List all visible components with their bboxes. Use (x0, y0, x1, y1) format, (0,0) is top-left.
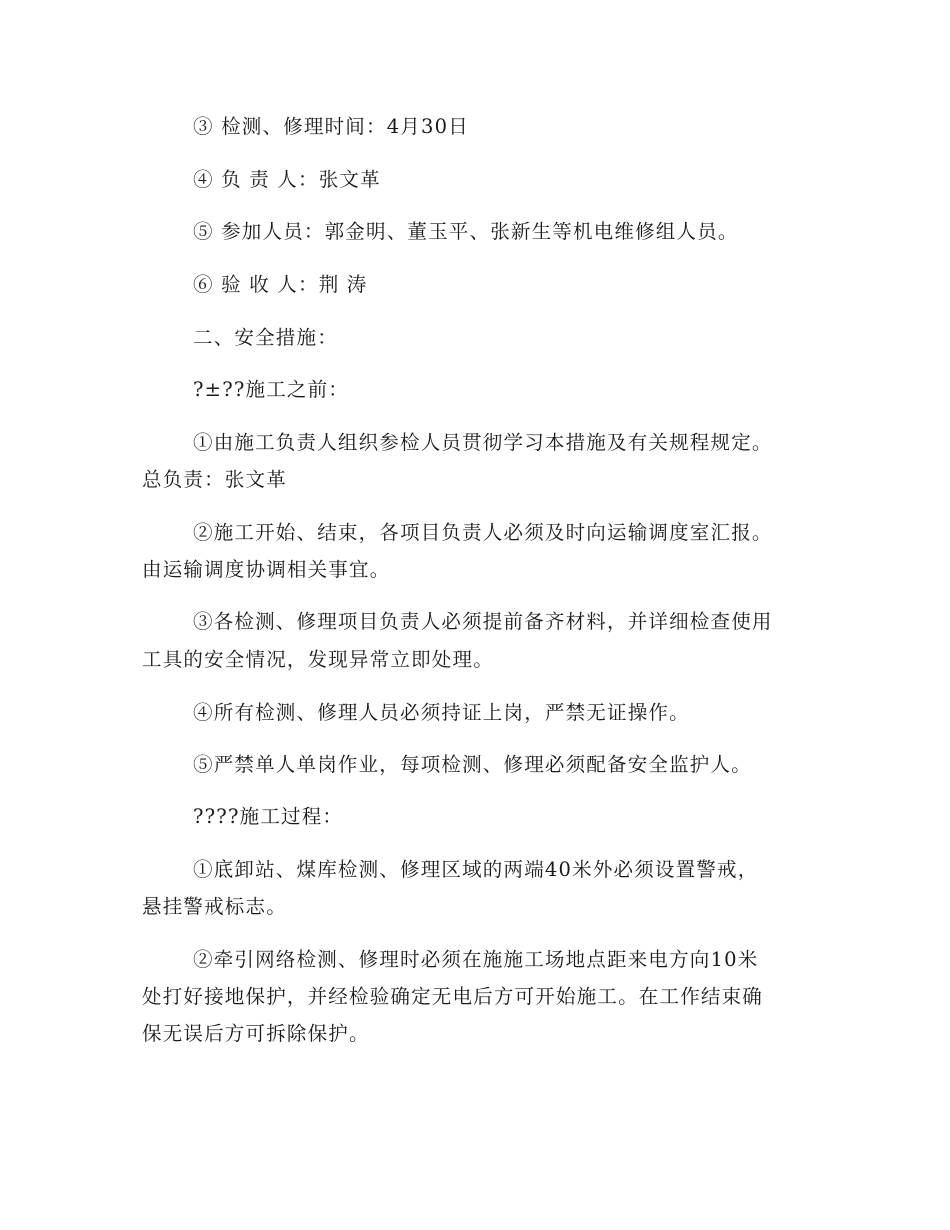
text-line: 由运输调度协调相关事宜。 (142, 558, 391, 581)
text-line: 悬挂警戒标志。 (142, 895, 287, 918)
text-line: ④ 负 责 人：张文革 (193, 168, 381, 191)
text-line: ⑤严禁单人单岗作业，每项检测、修理必须配备安全监护人。 (193, 753, 752, 776)
text-line: ④所有检测、修理人员必须持证上岗，严禁无证操作。 (193, 701, 690, 724)
text-line: ②施工开始、结束，各项目负责人必须及时向运输调度室汇报。 (193, 521, 773, 544)
text-line: ⑥ 验 收 人：荆 涛 (193, 273, 368, 296)
text-line: 总负责：张文革 (142, 468, 287, 491)
section-heading: 二、安全措施： (193, 326, 338, 349)
text-line: ③各检测、修理项目负责人必须提前备齐材料，并详细检查使用 (193, 610, 773, 633)
subsection-heading: ?±??施工之前： (193, 378, 350, 401)
subsection-heading: ????施工过程： (193, 805, 344, 828)
text-line: ⑤ 参加人员：郭金明、董玉平、张新生等机电维修组人员。 (193, 220, 739, 243)
text-line: ①由施工负责人组织参检人员贯彻学习本措施及有关规程规定。 (193, 431, 773, 454)
text-line: ②牵引网络检测、修理时必须在施施工场地点距来电方向10米 (193, 948, 759, 971)
text-line: ③ 检测、修理时间：4月30日 (193, 115, 469, 138)
text-line: ①底卸站、煤库检测、修理区域的两端40米外必须设置警戒， (193, 858, 759, 881)
text-line: 处打好接地保护，并经检验确定无电后方可开始施工。在工作结束确 (142, 985, 764, 1008)
text-line: 工具的安全情况，发现异常立即处理。 (142, 648, 494, 671)
text-line: 保无误后方可拆除保护。 (142, 1022, 370, 1045)
